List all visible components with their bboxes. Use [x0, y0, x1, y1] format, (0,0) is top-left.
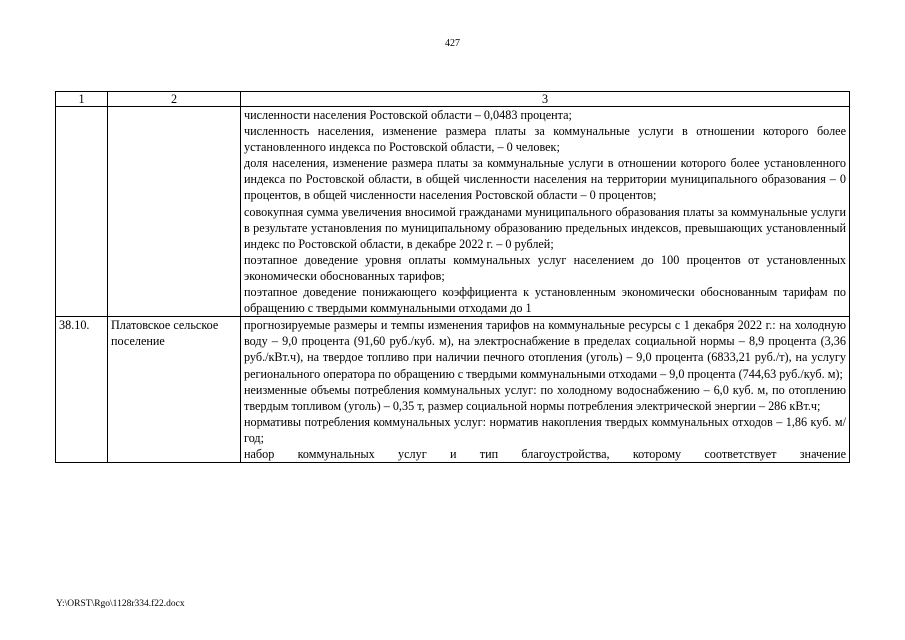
- document-table: [55, 91, 850, 463]
- column-header-2: 2: [108, 92, 241, 107]
- settlement-name-cell: [108, 107, 241, 317]
- paragraph: доля населения, изменение размера платы за коммунальные услуги в отношении которого более установленного индекса по Ростовской области, в общей численности населения на территории муниципального образования – 0 процентов, в общей численности населения Ростовской области – 0 процентов;: [244, 156, 846, 203]
- settlement-name-cell: Платовское сельское поселение: [108, 317, 241, 463]
- paragraph: нормативы потребления коммунальных услуг: норматив накопления твердых коммунальных отходов – 1,86 куб. м/год;: [244, 414, 846, 445]
- column-header-3: 3: [241, 92, 850, 107]
- paragraph: набор коммунальных услуг и тип благоустройства, которому соответствует значение: [244, 446, 846, 461]
- row-number-cell: [56, 107, 108, 317]
- indicator-text-cell: [241, 317, 850, 463]
- footer-file-path: Y:\ORST\Rgo\1128r334.f22.docx: [56, 599, 185, 609]
- paragraph: поэтапное доведение понижающего коэффициента к установленным экономически обоснованным тарифам по обращению с твердыми коммунальными отходами до 1: [244, 285, 846, 316]
- paragraph: численности населения Ростовской области – 0,0483 процента;: [244, 108, 572, 122]
- table-row: [56, 107, 850, 317]
- page-number: 427: [445, 38, 460, 49]
- paragraph: численность населения, изменение размера платы за коммунальные услуги в отношении которого более установленного индекса по Ростовской области, – 0 человек;: [244, 124, 846, 155]
- table-row: [56, 317, 850, 463]
- paragraph: неизменные объемы потребления коммунальных услуг: по холодному водоснабжению – 6,0 куб. м, по отоплению твердым топливом (уголь) – 0,35 т, размер социальной нормы потребления электрической энергии – 286 кВт.ч;: [244, 382, 846, 413]
- paragraph: совокупная сумма увеличения вносимой гражданами муниципального образования платы за коммунальные услуги в результате установления по муниципальному образованию предельных индексов, превышающих установленный индекс по Ростовской области, в декабре 2022 г. – 0 рублей;: [244, 204, 846, 251]
- row-number-cell: 38.10.: [56, 317, 108, 463]
- table-header-row: [56, 92, 850, 107]
- paragraph: поэтапное доведение уровня оплаты коммунальных услуг населением до 100 процентов от установленных экономически обоснованных тарифов;: [244, 252, 846, 283]
- paragraph: прогнозируемые размеры и темпы изменения тарифов на коммунальные ресурсы с 1 декабря 2022 г.: на холодную воду – 9,0 процента (91,60 руб./куб. м), на электроснабжение в пределах социальной нормы – 8,9 процента (3,36 руб./кВт.ч), на твердое топливо при наличии печного отопления (уголь) – 9,0 процента (6833,21 руб./т), на услугу регионального оператора по обращению с твердыми коммунальными отходами – 9,0 процента (744,63 руб./куб. м);: [244, 318, 846, 381]
- column-header-1: 1: [56, 92, 108, 107]
- indicator-text-cell: [241, 107, 850, 317]
